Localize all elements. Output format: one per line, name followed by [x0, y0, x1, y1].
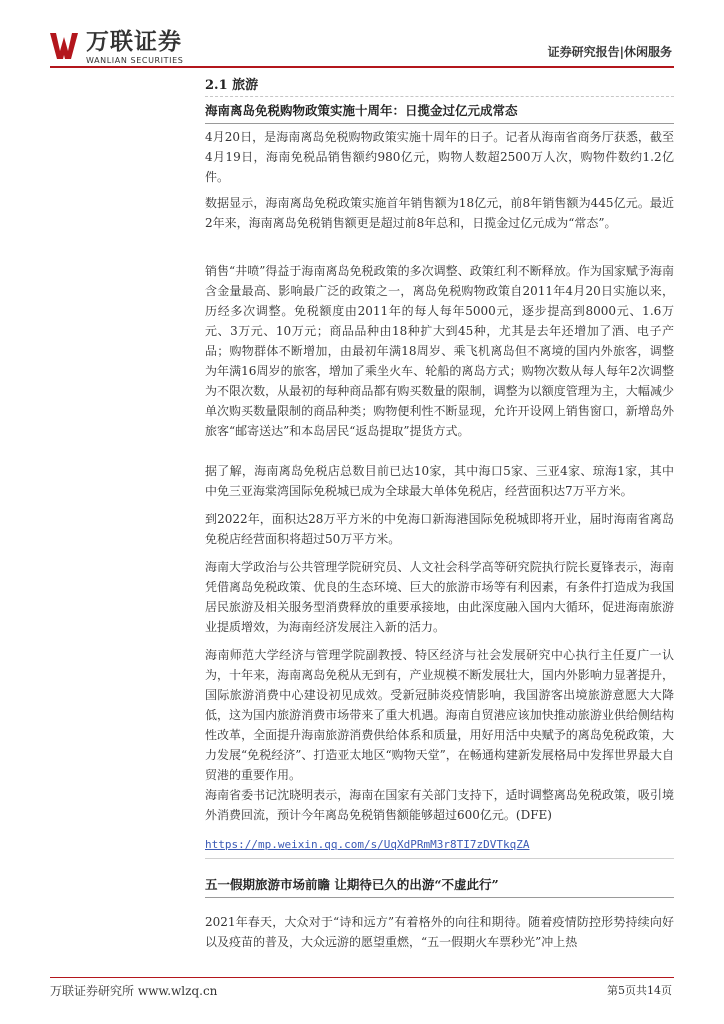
- header-divider: [50, 66, 674, 68]
- article-paragraph: 据了解，海南离岛免税店总数目前已达10家，其中海口5家、三亚4家、琼海1家，其中中免三亚海棠湾国际免税城已成为全球最大单体免税店，经营面积达7万平方米。: [205, 464, 674, 498]
- footer-source: 万联证券研究所 www.wlzq.cn: [50, 984, 218, 998]
- article-title: 海南离岛免税购物政策实施十周年：日揽金过亿元成常态: [205, 102, 674, 124]
- brand-name: 万联证券: [86, 29, 182, 55]
- article-paragraph: 4月20日，是海南离岛免税购物政策实施十周年的日子。记者从海南省商务厅获悉，截至4月19日，海南免税品销售额约980亿元，购物人数超2500万人次，购物件数约1.2亿件。: [205, 130, 674, 184]
- article-paragraph: 海南大学政治与公共管理学院研究员、人文社会科学高等研究院执行院长夏锋表示，海南凭借离岛免税政策、优良的生态环境、巨大的旅游市场等有利因素，有条件打造成为我国居民旅游及相关服务型消费释放的重要承接地，由此深度融入国内大循环，促进海南旅游业提质增效，为海南经济发展注入新的活力。: [205, 560, 674, 634]
- wanlian-logo-icon: [50, 33, 78, 59]
- article-paragraph: 海南省委书记沈晓明表示，海南在国家有关部门支持下，适时调整离岛免税政策，吸引境外消费回流，预计今年离岛免税销售额能够超过600亿元。(DFE): [205, 788, 674, 822]
- article-paragraph: 2021年春天，大众对于“诗和远方”有着格外的向往和期待。随着疫情防控形势持续向好以及疫苗的普及，大众远游的愿望重燃，“五一假期火车票秒光”冲上热: [205, 915, 674, 949]
- brand-name-en: WANLIAN SECURITIES: [86, 56, 184, 65]
- article-paragraph: 海南师范大学经济与管理学院副教授、特区经济与社会发展研究中心执行主任夏广一认为，十年来，海南离岛免税从无到有，产业规模不断发展壮大，国内外影响力显著提升，国际旅游消费中心建设初见成效。受新冠肺炎疫情影响，我国游客出境旅游意愿大大降低，这为国内旅游消费市场带来了重大机遇。海南自贸港应该加快推动旅游业供给侧结构性改革，全面提升海南旅游消费供给体系和质量，用好用活中央赋予的离岛免税政策，大力发展“免税经济”、打造亚太地区“购物天堂”，在畅通构建新发展格局中发挥世界最大自贸港的重要作用。: [205, 648, 674, 782]
- article-paragraph: 数据显示，海南离岛免税政策实施首年销售额为18亿元，前8年销售额为445亿元。最近2年来，海南离岛免税销售额更是超过前8年总和，日揽金过亿元成为“常态”。: [205, 196, 674, 230]
- article-divider: [205, 858, 674, 859]
- section-title: 2.1 旅游: [205, 78, 259, 93]
- article-title: 五一假期旅游市场前瞻 让期待已久的出游“不虚此行”: [205, 876, 674, 898]
- page-number: 第5页共14页: [607, 984, 672, 997]
- source-link[interactable]: https://mp.weixin.qq.com/s/UqXdPRmM3r8TI7zDVTkqZA: [205, 838, 530, 851]
- section-divider: [205, 96, 674, 97]
- article-paragraph: 到2022年，面积达28万平方米的中免海口新海港国际免税城即将开业，届时海南省离岛免税店经营面积将超过50万平方米。: [205, 512, 674, 546]
- report-type: 证券研究报告|休闲服务: [547, 45, 672, 59]
- footer-divider: [50, 977, 674, 978]
- article-paragraph: 销售“井喷”得益于海南离岛免税政策的多次调整、政策红利不断释放。作为国家赋予海南含金量最高、影响最广泛的政策之一，离岛免税购物政策自2011年4月20日实施以来，历经多次调整。免税额度由2011年的每人每年5000元，逐步提高到8000元、1.6万元、3万元、10万元；商品品种由18种扩大到45种，尤其是去年还增加了酒、电子产品；购物群体不断增加，由最初年满18周岁、乘飞机离岛但不离境的国内外旅客，调整为年满16周岁的旅客，增加了乘坐火车、轮船的离岛方式；购物次数从每人每年2次调整为不限次数，从最初的每种商品都有购买数量的限制，调整为以额度管理为主，大幅减少单次购买数量限制的商品种类；购物便利性不断显现，允许开设网上销售窗口，新增岛外旅客“邮寄送达”和本岛居民“返岛提取”提货方式。: [205, 264, 674, 438]
- report-header: [0, 0, 724, 66]
